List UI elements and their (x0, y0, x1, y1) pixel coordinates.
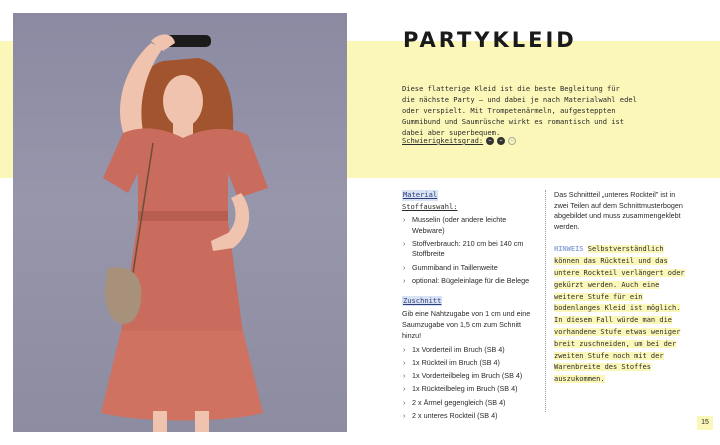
page-number: 15 (697, 416, 713, 430)
intro-line: dabei aber superbequem. (402, 127, 501, 137)
intro-line: Gummibund und Saumrüsche wirkt es romantisch und ist (402, 116, 625, 126)
fabric-choice-subheading: Stoffauswahl: (402, 201, 458, 211)
material-heading: Material (403, 190, 438, 199)
scissors-empty-icon: ✂ (508, 137, 516, 145)
material-list (402, 215, 538, 286)
model-photo (13, 13, 347, 432)
difficulty-rating (402, 136, 516, 145)
pattern-piece-note: Das Schnittteil „unteres Rockteil" ist in zwei Teilen auf dem Schnittmusterbogen abgebildet und muss zusammengeklebt werden. (554, 190, 683, 231)
cutting-heading: Zuschnitt (403, 295, 442, 305)
list-item: › 1x Rückteilbeleg im Bruch (SB 4) (402, 384, 538, 395)
list-item: › 1x Vorderteilbeleg im Bruch (SB 4) (402, 371, 538, 382)
list-item: › optional: Bügeleinlage für die Belege (402, 276, 538, 287)
right-column (554, 190, 689, 386)
list-item: › Musselin (oder andere leichte Webware) (402, 215, 538, 236)
intro-line: oder verspielt. Mit Trompetenärmeln, aufgesteppten (402, 105, 616, 115)
cutting-list (402, 345, 538, 421)
seam-allowance-text: Gib eine Nahtzugabe von 1 cm und eine Saumzugabe von 1,5 cm zum Schnitt hinzu! (402, 309, 531, 340)
list-item: › 2 x Ärmel gegengleich (SB 4) (402, 398, 538, 409)
intro-line: die nächste Party – und dabei je nach Materialwahl edel (402, 94, 637, 104)
hint-text: Selbstverständlich können das Rückteil und das untere Rockteil verlängert oder gekürzt werden. Auch eine weitere Stufe für ein bodenlanges Kleid ist möglich. In diesem Fall würde man die vorhandene Stufe etwas weniger breit zuschneiden, um bei der zweiten Stufe noch mit der Warenbreite des Stoffes auszukommen. (554, 245, 685, 384)
scissors-filled-icon: ✂ (486, 137, 494, 145)
list-item: › 1x Vorderteil im Bruch (SB 4) (402, 345, 538, 356)
list-item: › 2 x unteres Rockteil (SB 4) (402, 411, 538, 422)
list-item: › Gummiband in Taillenweite (402, 263, 538, 274)
scissors-filled-icon: ✂ (497, 137, 505, 145)
difficulty-label: Schwierigkeitsgrad: (402, 136, 484, 145)
column-divider (545, 190, 546, 412)
spacer (402, 289, 538, 296)
list-item: › 1x Rückteil im Bruch (SB 4) (402, 358, 538, 369)
intro-text (402, 84, 652, 139)
left-column (402, 190, 538, 424)
hint-box (554, 244, 689, 386)
page-title: PARTYKLEID (403, 28, 577, 52)
list-item: › Stoffverbrauch: 210 cm bei 140 cm Stoffbreite (402, 239, 538, 260)
woman-in-dress-illustration (13, 13, 347, 432)
intro-line: Diese flatterige Kleid ist die beste Begleitung für (402, 84, 620, 93)
hint-keyword: HINWEIS (554, 245, 584, 254)
